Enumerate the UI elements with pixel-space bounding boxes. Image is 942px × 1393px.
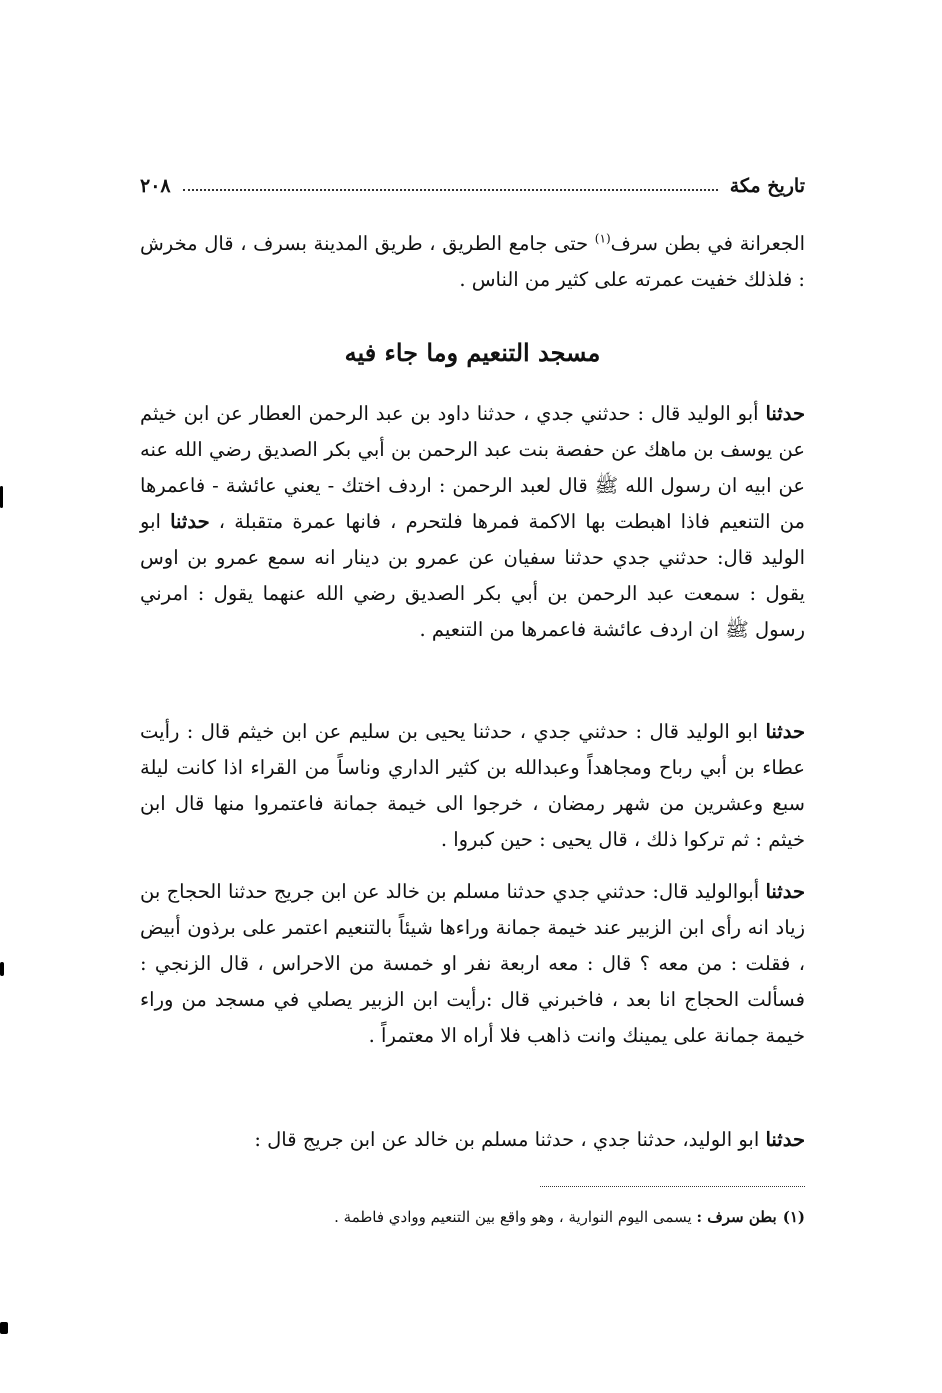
continuation-text-end: حتى جامع الطريق ، طريق المدينة بسرف ، قال مخرش : فلذلك خفيت عمرته على كثير من الناس . (140, 232, 805, 291)
running-header (140, 170, 805, 202)
continuation-text-start: الجعرانة في بطن سرف (610, 232, 805, 255)
paragraph-4-text: ابو الوليد، حدثنا جدي ، حدثنا مسلم بن خالد عن ابن جريج قال : (254, 1128, 766, 1151)
footnote-text: يسمى اليوم النوارية ، وهو واقع بين التنعيم ووادي فاطمة . (334, 1208, 697, 1226)
paragraph-1-lead: حدثنا (765, 402, 805, 425)
paragraph-3-text: أبوالوليد قال: حدثني جدي حدثنا مسلم بن خالد عن ابن جريج حدثنا الحجاج بن زياد انه رأى ابن الزبير عند خيمة جمانة وراءها شيئاً بالتنعيم اعتمر على برذون أبيض ، فقلت : من معه ؟ قال : معه اربعة نفر او خمسة من الاحراس ، قال الزنجي : فسألت الحجاج انا بعد ، فاخبرني قال :رأيت ابن الزبير يصلي في مسجد من وراء خيمة جمانة على يمينك وانت ذاهب فلا أراه الا معتمراً . (140, 880, 805, 1047)
footnote-term: بطن سرف : (696, 1208, 777, 1226)
scan-artifact-dot (0, 1322, 8, 1334)
footnote (140, 1204, 805, 1230)
scan-artifact-dot (0, 486, 3, 508)
scan-artifact-dot (0, 962, 4, 976)
paragraph-3-lead: حدثنا (765, 880, 805, 903)
paragraph-1-text-1: أبو الوليد قال : حدثني جدي ، حدثنا داود بن عبد الرحمن العطار عن ابن خيثم عن يوسف بن ماهك عن حفصة بنت عبد الرحمن بن أبي بكر الصديق رضي الله عنه عن ابيه ان رسول الله ﷺ قال لعبد الرحمن : اردف اختك - يعني عائشة - فاعمرها من التنعيم فاذا اهبطت بها الاكمة فمرها فلتحرم ، فانها عمرة متقبلة ، (140, 402, 805, 533)
continuation-paragraph (140, 226, 805, 298)
paragraph-2-text: ابو الوليد قال : حدثني جدي ، حدثنا يحيى بن سليم عن ابن خيثم قال : رأيت عطاء بن أبي رباح ومجاهداً وعبدالله بن كثير الداري وناساً من القراء اذا كانت ليلة سبع وعشرين من شهر رمضان ، خرجوا الى خيمة جمانة فاعتمروا منها قال ابن خيثم : ثم تركوا ذلك ، قال يحيى : حين كبروا . (140, 720, 805, 851)
paragraph-2-lead: حدثنا (765, 720, 805, 743)
header-dotted-leader (183, 189, 718, 191)
paragraph-3 (140, 874, 805, 1054)
book-title: تاريخ مكة (729, 175, 805, 197)
paragraph-1 (140, 396, 805, 648)
paragraph-4-lead: حدثنا (765, 1128, 805, 1151)
paragraph-2 (140, 714, 805, 858)
footnote-divider (540, 1186, 805, 1187)
paragraph-4 (140, 1122, 805, 1158)
paragraph-1-text-2: ابو الوليد قال: حدثني جدي حدثنا سفيان عن عمرو بن دينار انه سمع عمرو بن اوس يقول : سمعت عبد الرحمن بن أبي بكر الصديق رضي الله عنهما يقول : امرني رسول ﷺ ان اردف عائشة فاعمرها من التنعيم . (140, 510, 805, 641)
footnote-reference: (١) (594, 231, 611, 246)
page-number: ٢٠٨ (140, 175, 171, 197)
footnote-marker: (١) (782, 1208, 805, 1226)
section-heading: مسجد التنعيم وما جاء فيه (344, 338, 601, 367)
paragraph-1-lead-2: حدثنا (170, 510, 210, 533)
